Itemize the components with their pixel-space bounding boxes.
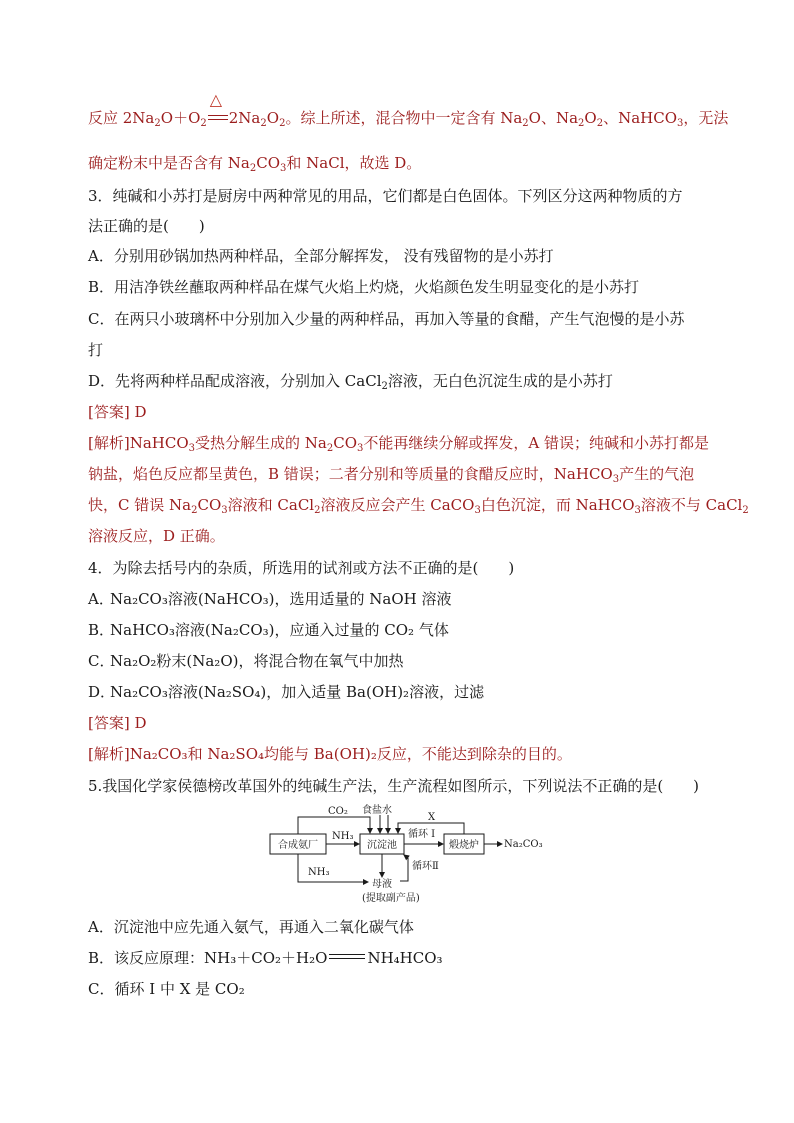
mother-liquor-label: 母液 [372, 879, 392, 890]
x-label: X [428, 812, 436, 823]
question-5-stem: 5.我国化学家侯德榜改革国外的纯碱生产法，生产流程如图所示，下列说法不正确的是( ) [88, 777, 700, 795]
question-3-stem: 3．纯碱和小苏打是厨房中两种常见的用品，它们都是白色固体。下列区分这两种物质的方 [88, 187, 683, 205]
nh3-top-label: NH₃ [332, 831, 354, 842]
question-4-option-c: C．Na₂O₂粉末(Na₂O)，将混合物在氧气中加热 [88, 652, 404, 670]
question-3-option-b: B．用洁净铁丝蘸取两种样品在煤气火焰上灼烧，火焰颜色发生明显变化的是小苏打 [88, 278, 640, 296]
heating-equals-sign: △ [207, 108, 229, 128]
question-4-option-a: A．Na₂CO₃溶液(NaHCO₃)，选用适量的 NaOH 溶液 [88, 590, 452, 608]
answer-4: [答案] D [88, 714, 147, 732]
soda-process-flow-diagram [268, 803, 558, 908]
question-3-option-c-cont: 打 [88, 341, 104, 359]
salt-water-label: 食盐水 [362, 805, 392, 816]
nh3-bottom-label: NH₃ [308, 867, 330, 878]
explanation-4: [解析]Na₂CO₃和 Na₂SO₄均能与 Ba(OH)₂反应，不能达到除杂的目的。 [88, 745, 572, 763]
question-3-stem-cont: 法正确的是( ) [88, 217, 205, 235]
explanation-3-line-2: 钠盐，焰色反应都呈黄色，B 错误；二者分别和等质量的食醋反应时，NaHCO$_3$产生的气泡 [88, 465, 695, 485]
explanation-3-line-3: 快，C 错误 $Na_2CO_3$溶液和 CaCl$_2$溶液反应会产生 CaCO$_3$白色沉淀，而 NaHCO$_3$溶液不与 CaCl$_2$ [88, 496, 749, 516]
cycle-1-label: 循环 I [408, 829, 436, 840]
explanation-3-line-4: 溶液反应，D 正确。 [88, 527, 225, 545]
question-4-stem: 4．为除去括号内的杂质，所选用的试剂或方法不正确的是( ) [88, 559, 515, 577]
explanation-3-line-1: [解析]NaHCO$_3$受热分解生成的 $Na_2CO_3$不能再继续分解或挥发，A 错误；纯碱和小苏打都是 [88, 434, 709, 454]
question-3-option-a: A．分别用砂锅加热两种样品，全部分解挥发， 没有残留物的是小苏打 [88, 247, 554, 265]
question-3-option-d: D．先将两种样品配成溶液，分别加入 CaCl$_2$溶液，无白色沉淀生成的是小苏打 [88, 372, 613, 392]
question-3-option-c: C．在两只小玻璃杯中分别加入少量的两种样品，再加入等量的食醋，产生气泡慢的是小苏 [88, 310, 685, 328]
byproduct-label: (提取副产品) [362, 893, 420, 904]
calciner-label: 煅烧炉 [449, 840, 479, 851]
product-label: Na₂CO₃ [504, 839, 543, 850]
answer-3: [答案] D [88, 403, 147, 421]
question-5-option-c: C．循环 I 中 X 是 CO₂ [88, 980, 245, 998]
ammonia-plant-label: 合成氨厂 [278, 840, 318, 851]
co2-label: CO₂ [328, 806, 348, 817]
question-5-option-a: A．沉淀池中应先通入氨气，再通入二氧化碳气体 [88, 918, 414, 936]
explanation-line-1: 反应 $2Na_2O+O_2$ △ $2Na_2O_2$。综上所述，混合物中一定含有 $Na_2O$、$Na_2O_2$、NaHCO$_3$，无法 [88, 90, 729, 129]
equals-sign [329, 954, 365, 959]
cycle-2-label: 循环Ⅱ [412, 861, 439, 872]
settling-tank-label: 沉淀池 [367, 840, 397, 851]
question-4-option-b: B．NaHCO₃溶液(Na₂CO₃)，应通入过量的 CO₂ 气体 [88, 621, 449, 639]
question-5-option-b: B．该反应原理：NH₃＋CO₂＋H₂O NH₄HCO₃ [88, 949, 443, 967]
explanation-line-2: 确定粉末中是否含有 $Na_2CO_3$和 NaCl，故选 D。 [88, 154, 422, 174]
question-4-option-d: D．Na₂CO₃溶液(Na₂SO₄)，加入适量 Ba(OH)₂溶液，过滤 [88, 683, 485, 701]
